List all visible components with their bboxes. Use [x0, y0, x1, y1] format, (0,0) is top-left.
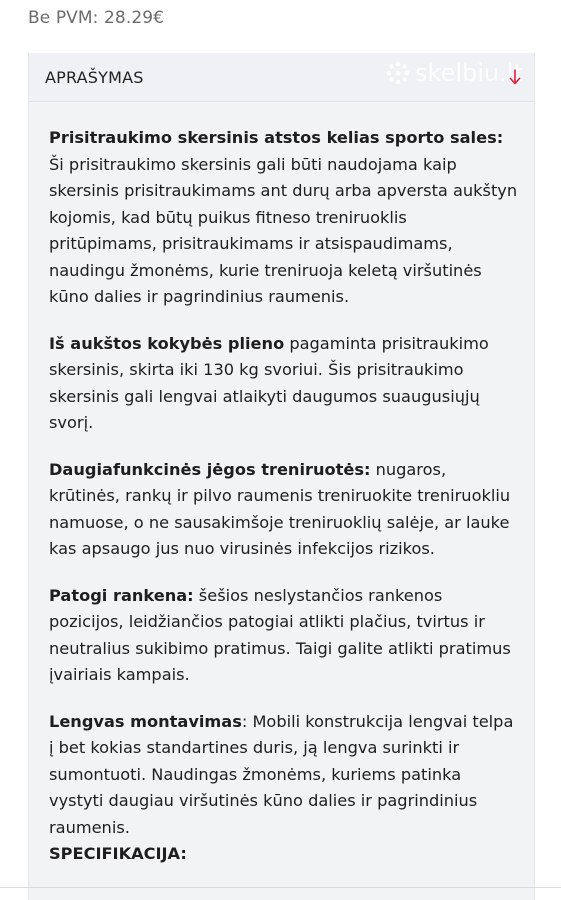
paragraph-text: pagaminta prisitraukimo skersinis, skirta iki 130 kg svoriui. Šis prisitraukimo skersinis gali lengvai atlaikyti daugumos suaugusiųjų svorį.	[49, 333, 489, 432]
paragraph-lead: Daugiafunkcinės jėgos treniruotės:	[49, 459, 371, 479]
description-content	[49, 125, 519, 868]
description-paragraph	[49, 125, 519, 311]
skelbiu-logo-icon	[385, 60, 411, 86]
arrow-down-icon[interactable]	[508, 68, 522, 86]
paragraph-lead: Lengvas montavimas	[49, 711, 242, 731]
paragraph-text: nugaros, krūtinės, rankų ir pilvo raumenis treniruokite treniruokliu namuose, o ne sausakimšoje treniruoklių salėje, ar lauke kas apsaugo jus nuo virusinės infekcijos rizikos.	[49, 459, 511, 558]
spec-heading: SPECIFIKACIJA:	[49, 844, 187, 863]
paragraph-lead: Patogi rankena:	[49, 585, 194, 605]
bottom-divider	[0, 887, 561, 888]
paragraph-text: šešios neslystančios rankenos pozicijos, leidžiančios patogiai atlikti plačius, tvirtus ir neutralius sukibimo pratimus. Taigi galite atlikti pratimus įvairiais kampais.	[49, 585, 511, 684]
skelbiu-watermark	[385, 59, 523, 87]
paragraph-lead: Iš aukštos kokybės plieno	[49, 333, 285, 353]
paragraph-text: Ši prisitraukimo skersinis gali būti naudojama kaip skersinis prisitraukimams ant durų arba apversta aukštyn kojomis, kad būtų puikus fitneso treniruoklis pritūpimams, prisitraukimams ir atsispaudimams, naudingu žmonėms, kurie treniruoja keletą viršutinės kūno dalies ir pagrindinius raumenis.	[49, 154, 518, 306]
paragraph-lead: Prisitraukimo skersinis atstos kelias sporto sales:	[49, 128, 504, 147]
watermark-text: skelbiu.lt	[415, 59, 523, 87]
description-panel-header[interactable]	[29, 53, 534, 102]
description-paragraph	[49, 457, 519, 563]
description-panel	[28, 53, 535, 900]
description-paragraph	[49, 583, 519, 689]
panel-title: APRAŠYMAS	[45, 68, 144, 87]
price-without-vat: Be PVM: 28.29€	[28, 8, 165, 28]
description-paragraph	[49, 709, 519, 842]
description-paragraph	[49, 331, 519, 437]
paragraph-text: : Mobili konstrukcija lengvai telpa į bet kokias standartines duris, ją lengva surinkti ir sumontuoti. Naudingas žmonėms, kuriems patinka vystyti daugiau viršutinės kūno dalies ir pagrindinius raumenis.	[49, 711, 514, 837]
